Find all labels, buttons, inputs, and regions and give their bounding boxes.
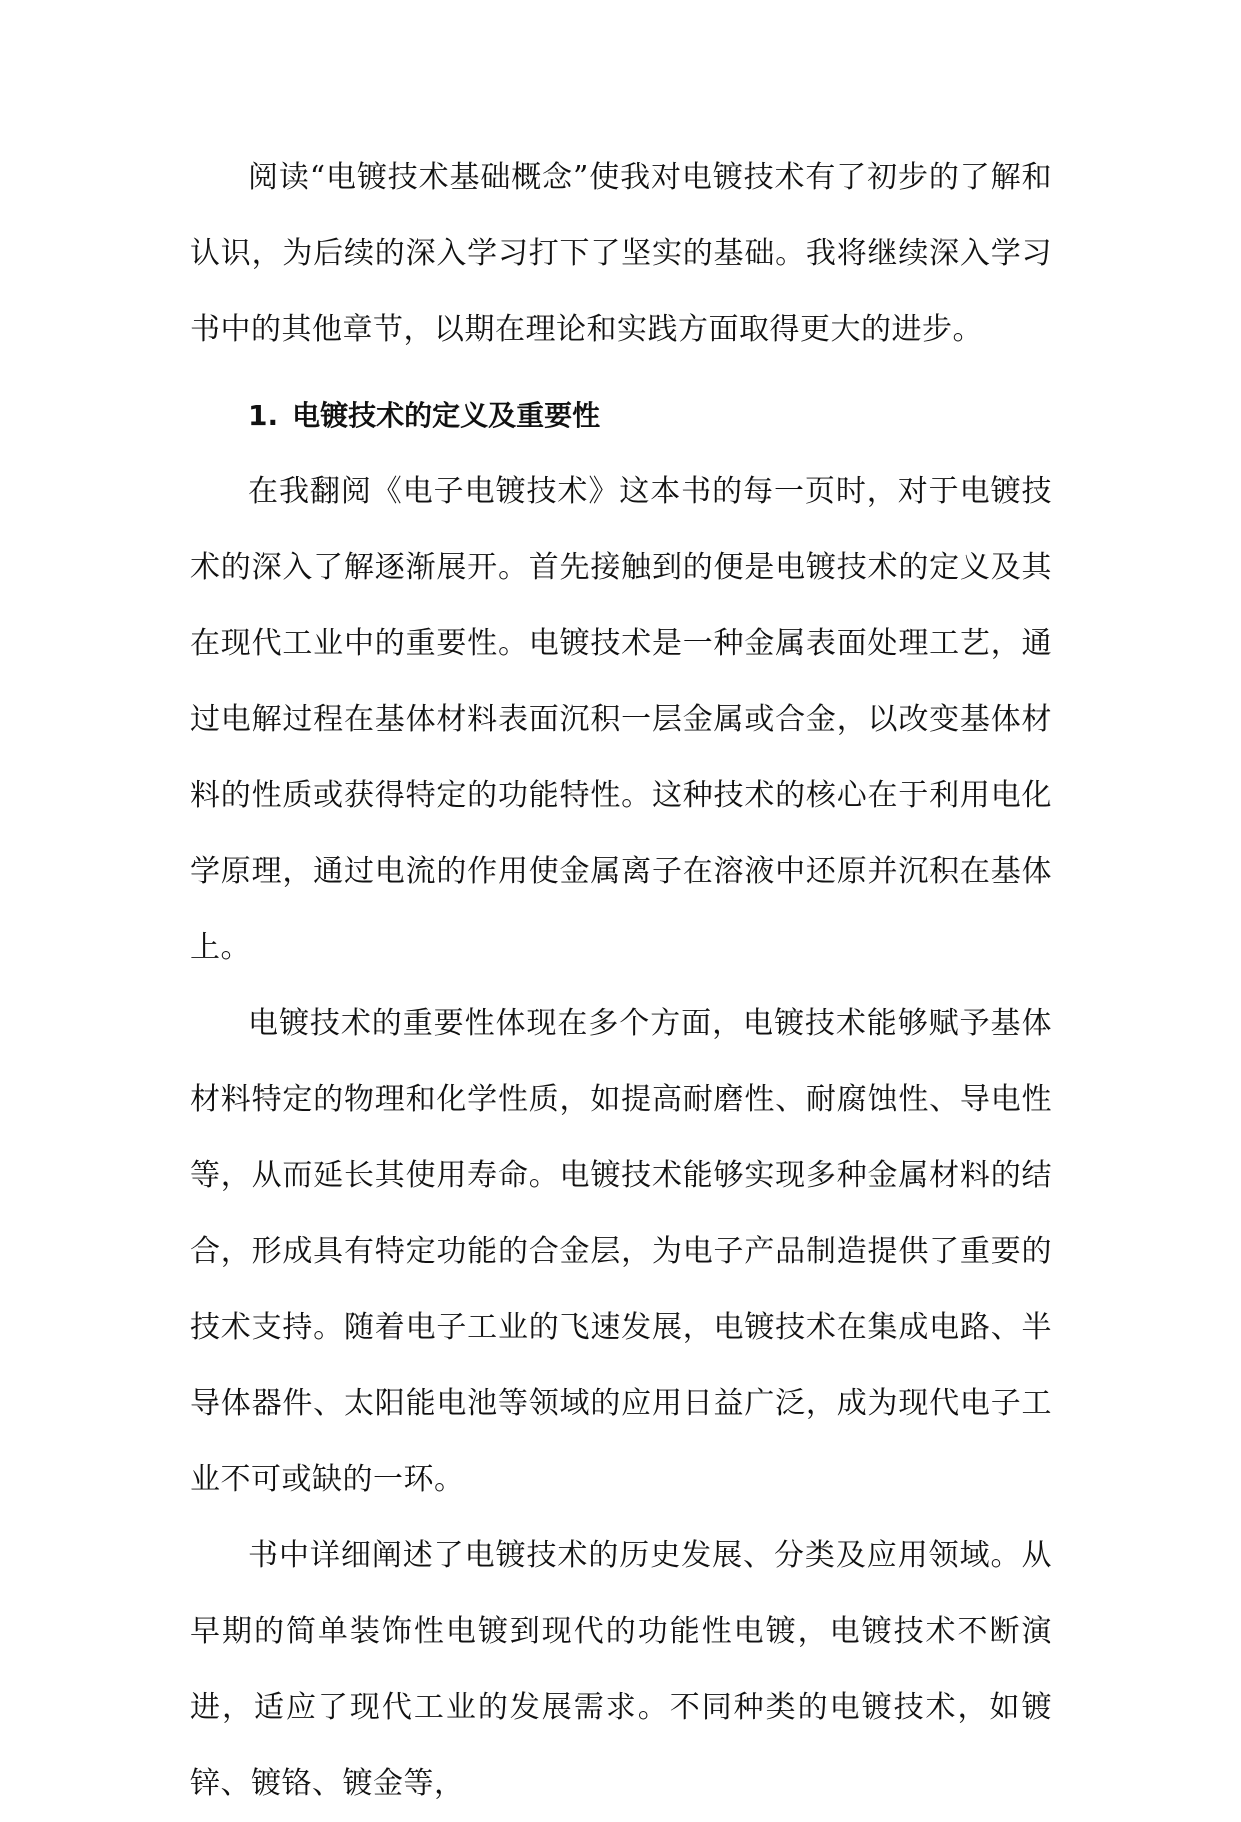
document-body bbox=[190, 140, 1052, 1822]
body-paragraph: 电镀技术的重要性体现在多个方面，电镀技术能够赋予基体材料特定的物理和化学性质，如提高耐磨性、耐腐蚀性、导电性等，从而延长其使用寿命。电镀技术能够实现多种金属材料的结合，形成具有特定功能的合金层，为电子产品制造提供了重要的技术支持。随着电子工业的飞速发展，电镀技术在集成电路、半导体器件、太阳能电池等领域的应用日益广泛，成为现代电子工业不可或缺的一环。 bbox=[190, 1006, 1052, 1497]
section-number: 1. bbox=[248, 399, 279, 432]
section-title: 电镀技术的定义及重要性 bbox=[292, 399, 601, 432]
body-paragraph: 书中详细阐述了电镀技术的历史发展、分类及应用领域。从早期的简单装饰性电镀到现代的功能性电镀，电镀技术不断演进，适应了现代工业的发展需求。不同种类的电镀技术，如镀锌、镀铬、镀金等， bbox=[190, 1538, 1052, 1801]
body-paragraph: 在我翻阅《电子电镀技术》这本书的每一页时，对于电镀技术的深入了解逐渐展开。首先接触到的便是电镀技术的定义及其在现代工业中的重要性。电镀技术是一种金属表面处理工艺，通过电解过程在基体材料表面沉积一层金属或合金，以改变基体材料的性质或获得特定的功能特性。这种技术的核心在于利用电化学原理，通过电流的作用使金属离子在溶液中还原并沉积在基体上。 bbox=[190, 474, 1052, 965]
section-heading bbox=[190, 378, 1052, 454]
intro-paragraph: 阅读“电镀技术基础概念”使我对电镀技术有了初步的了解和认识，为后续的深入学习打下了坚实的基础。我将继续深入学习书中的其他章节，以期在理论和实践方面取得更大的进步。 bbox=[190, 160, 1052, 347]
